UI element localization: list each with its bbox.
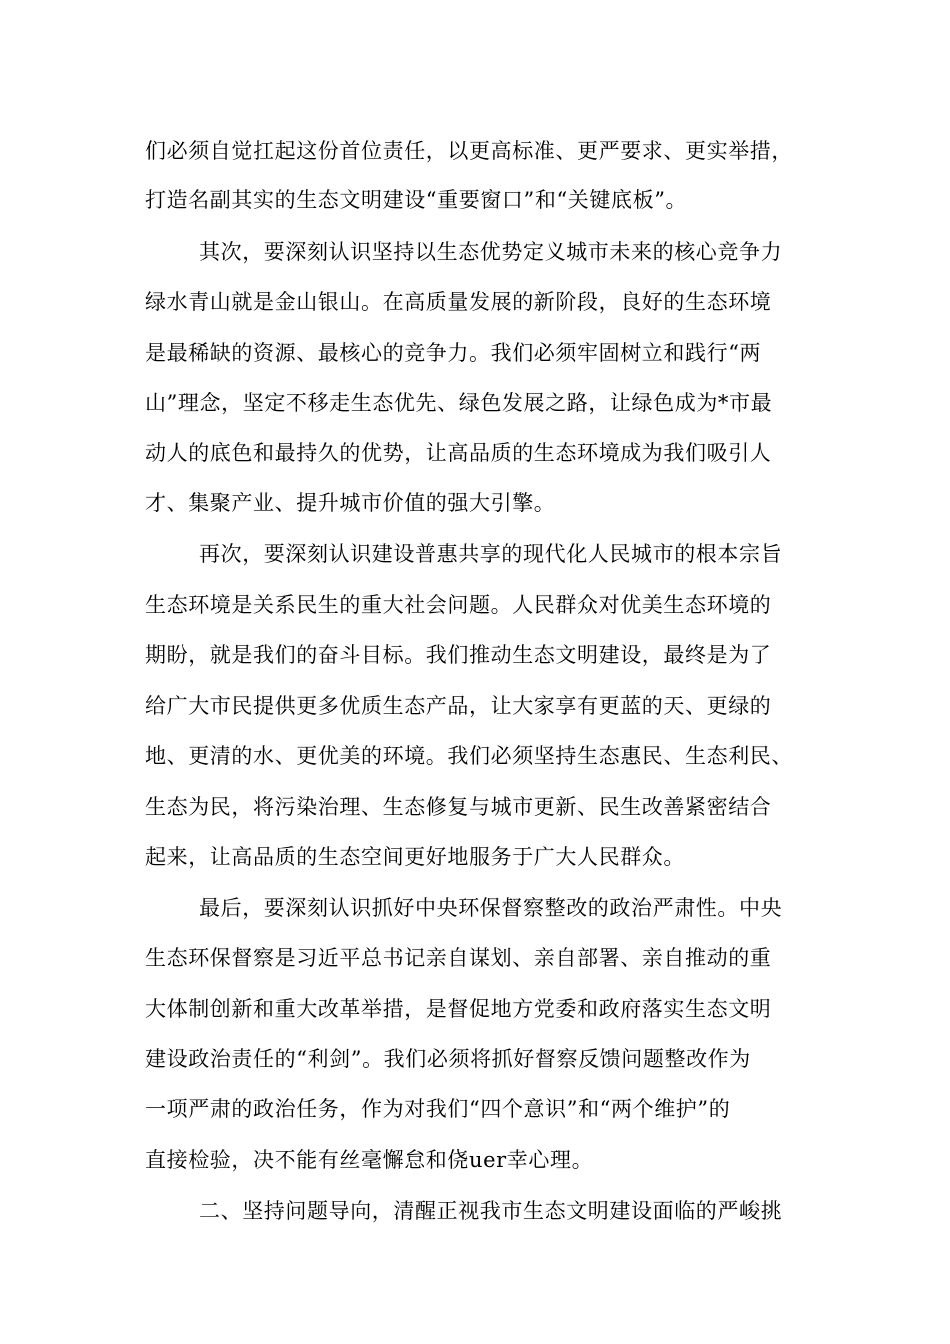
text-line: 大体制创新和重大改革举措，是督促地方党委和政府落实生态文明 bbox=[145, 997, 772, 1021]
text-line: 一项严肃的政治任务，作为对我们“四个意识”和“两个维护”的 bbox=[145, 1097, 731, 1121]
text-line: 生态环境是关系民生的重大社会问题。人民群众对优美生态环境的 bbox=[145, 593, 772, 617]
text-line: 生态环保督察是习近平总书记亲自谋划、亲自部署、亲自推动的重 bbox=[145, 946, 772, 970]
paragraph-start-line: 最后，要深刻认识抓好中央环保督察整改的政治严肃性。中央 bbox=[199, 896, 783, 920]
text-line: 生态为民，将污染治理、生态修复与城市更新、民生改善紧密结合 bbox=[145, 795, 772, 819]
text-line: 们必须自觉扛起这份首位责任，以更高标准、更严要求、更实举措， bbox=[145, 139, 793, 163]
section-heading-line: 二、坚持问题导向，清醒正视我市生态文明建设面临的严峻挑 bbox=[199, 1199, 783, 1223]
text-line: 给广大市民提供更多优质生态产品，让大家享有更蓝的天、更绿的 bbox=[145, 694, 772, 718]
paragraph-start-line: 其次，要深刻认识坚持以生态优势定义城市未来的核心竞争力 bbox=[199, 240, 783, 264]
text-line: 建设政治责任的“利剑”。我们必须将抓好督察反馈问题整改作为 bbox=[145, 1047, 751, 1071]
text-line: 是最稀缺的资源、最核心的竞争力。我们必须牢固树立和践行“两 bbox=[145, 341, 762, 365]
text-line: 山”理念，坚定不移走生态优先、绿色发展之路，让绿色成为*市最 bbox=[145, 391, 773, 415]
text-line: 绿水青山就是金山银山。在高质量发展的新阶段，良好的生态环境 bbox=[145, 290, 772, 314]
paragraph-start-line: 再次，要深刻认识建设普惠共享的现代化人民城市的根本宗旨 bbox=[199, 542, 783, 566]
text-line: 起来，让高品质的生态空间更好地服务于广大人民群众。 bbox=[145, 845, 685, 869]
text-line: 期盼，就是我们的奋斗目标。我们推动生态文明建设，最终是为了 bbox=[145, 643, 772, 667]
text-line: 地、更清的水、更优美的环境。我们必须坚持生态惠民、生态利民、 bbox=[145, 744, 793, 768]
text-line: 才、集聚产业、提升城市价值的强大引擎。 bbox=[145, 491, 556, 515]
text-line: 直接检验，决不能有丝毫懈怠和侥uer幸心理。 bbox=[145, 1148, 594, 1172]
text-line: 打造名副其实的生态文明建设“重要窗口”和“关键底板”。 bbox=[145, 188, 688, 212]
text-line: 动人的底色和最持久的优势，让高品质的生态环境成为我们吸引人 bbox=[145, 441, 772, 465]
